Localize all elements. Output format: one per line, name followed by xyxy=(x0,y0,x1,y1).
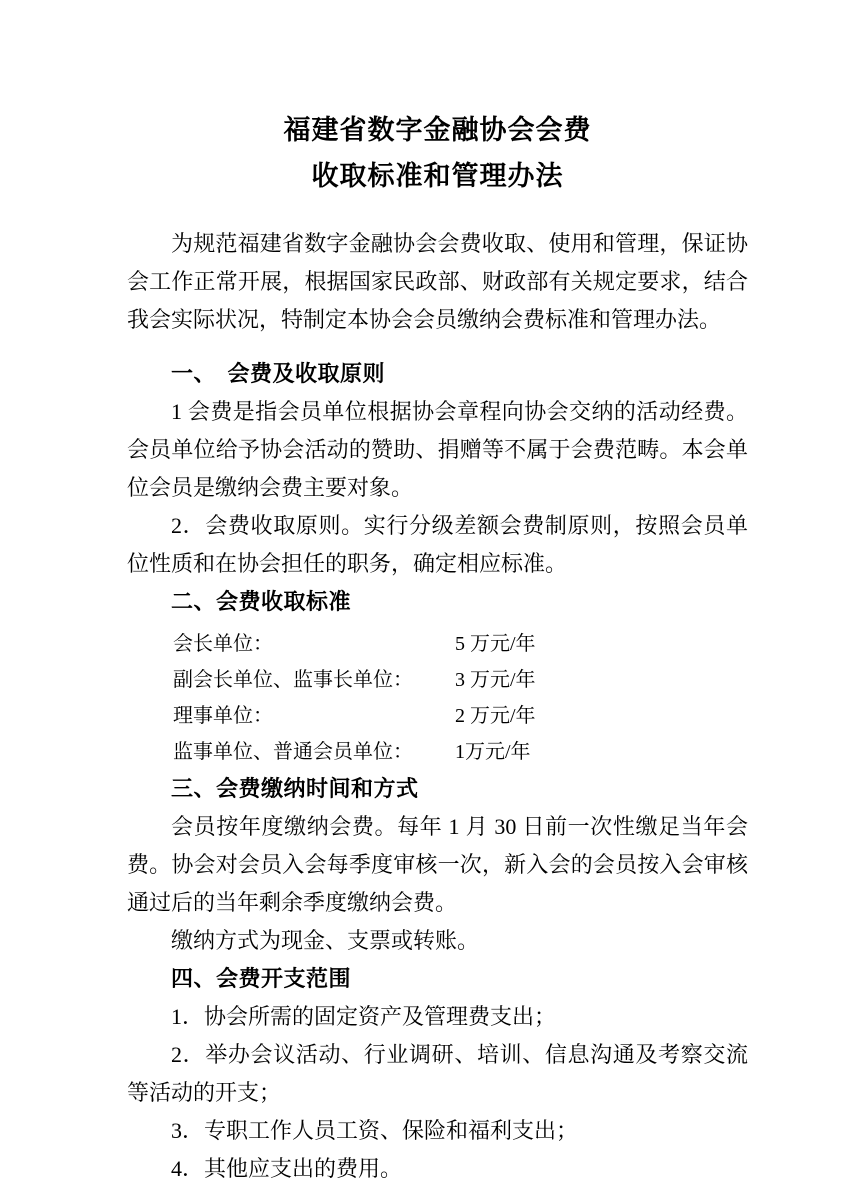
fee-row-label: 监事单位、普通会员单位： xyxy=(173,741,413,763)
fee-row-label: 会长单位： xyxy=(173,633,273,655)
section3-paragraph-1: 会员按年度缴纳会费。每年 1 月 30 日前一次性缴足当年会费。协会对会员入会每季度审核一次，新入会的会员按入会审核通过后的当年剩余季度缴纳会费。 xyxy=(127,814,748,915)
section4-item-2: 2．举办会议活动、行业调研、培训、信息沟通及考察交流等活动的开支； xyxy=(127,1042,748,1105)
document-title-line1: 福建省数字金融协会会费 xyxy=(283,115,592,145)
intro-paragraph: 为规范福建省数字金融协会会费收取、使用和管理，保证协会工作正常开展，根据国家民政部、财政部有关规定要求，结合我会实际状况，特制定本协会会员缴纳会费标准和管理办法。 xyxy=(127,231,748,332)
fee-row-value: 3 万元/年 xyxy=(455,669,536,691)
fee-row-value: 5 万元/年 xyxy=(455,633,536,655)
document-title-line2: 收取标准和管理办法 xyxy=(311,161,564,191)
intro-block xyxy=(127,225,748,339)
section4-item-1: 1．协会所需的固定资产及管理费支出； xyxy=(171,1004,557,1029)
fee-row-value: 1万元/年 xyxy=(455,741,531,763)
section-heading-1: 一、 会费及收取原则 xyxy=(171,361,386,386)
section-heading-4: 四、会费开支范围 xyxy=(171,966,352,991)
section1-paragraph-1: 1 会费是指会员单位根据协会章程向协会交纳的活动经费。会员单位给予协会活动的赞助、捐赠等不属于会费范畴。本会单位会员是缴纳会费主要对象。 xyxy=(127,399,748,500)
section-heading-3: 三、会费缴纳时间和方式 xyxy=(171,776,419,801)
fee-table xyxy=(127,626,748,770)
fee-row-label: 副会长单位、监事长单位： xyxy=(173,669,413,691)
fee-row-value: 2 万元/年 xyxy=(455,705,536,727)
document-title xyxy=(127,107,748,199)
fee-table-row xyxy=(127,698,748,734)
section3-paragraph-2: 缴纳方式为现金、支票或转账。 xyxy=(171,928,480,953)
section-heading-2: 二、会费收取标准 xyxy=(171,589,352,614)
section1-paragraph-2: 2．会费收取原则。实行分级差额会费制原则，按照会员单位性质和在协会担任的职务，确定相应标准。 xyxy=(127,513,748,576)
fee-table-row xyxy=(127,662,748,698)
fee-row-label: 理事单位： xyxy=(173,705,273,727)
fee-table-row xyxy=(127,626,748,662)
fee-table-row xyxy=(127,734,748,770)
section4-item-3: 3．专职工作人员工资、保险和福利支出； xyxy=(171,1118,579,1143)
section4-item-4: 4．其他应支出的费用。 xyxy=(171,1156,403,1181)
